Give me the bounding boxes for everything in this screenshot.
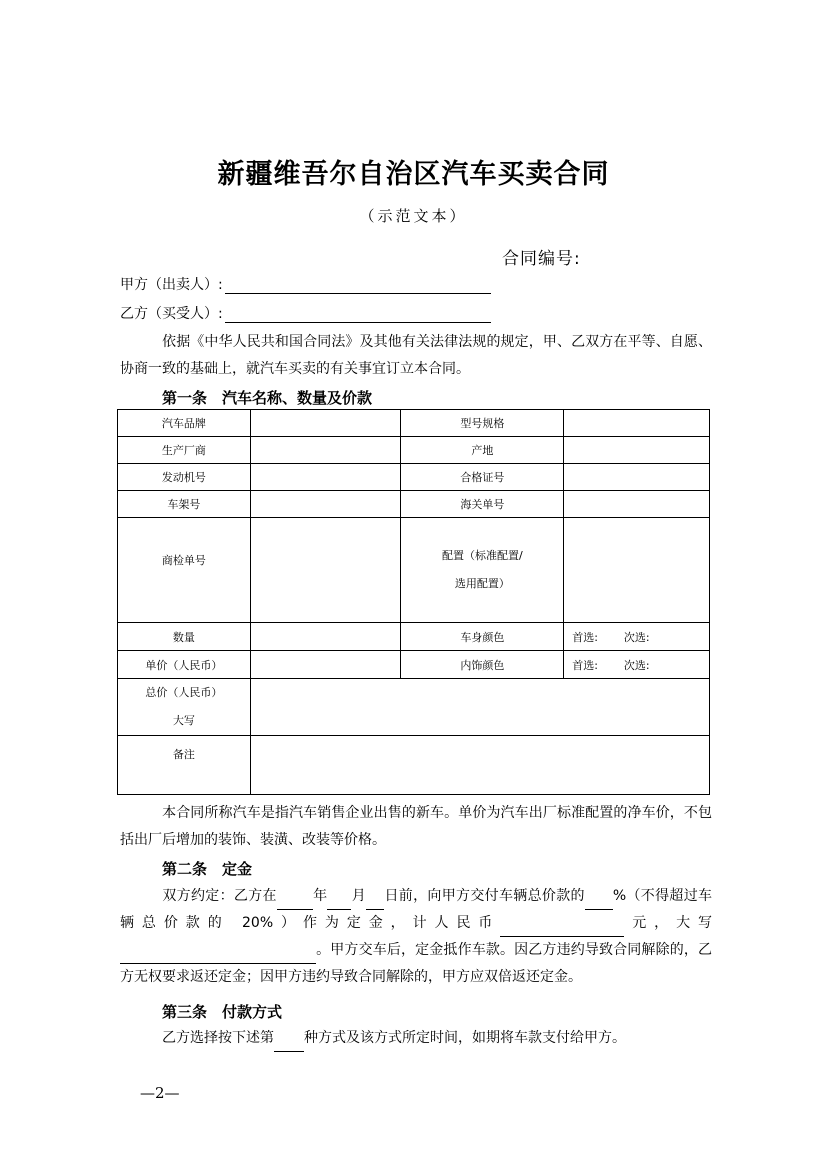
article3-heading: 第三条 付款方式 xyxy=(162,1003,283,1021)
model-cell[interactable] xyxy=(564,410,710,437)
interior-first-choice: 首选: xyxy=(572,658,598,672)
table-row xyxy=(118,437,710,464)
deposit-text-2: 日前，向甲方交付车辆总价款的 xyxy=(384,888,585,904)
origin-label: 产地 xyxy=(401,437,564,464)
table-row xyxy=(118,464,710,491)
party-b-label: 乙方（买受人）: xyxy=(120,306,223,322)
quantity-label: 数量 xyxy=(118,623,251,651)
deposit-text-month: 月 xyxy=(351,888,367,904)
brand-label: 汽车品牌 xyxy=(118,410,251,437)
customs-number-cell[interactable] xyxy=(564,491,710,518)
deposit-day-field[interactable] xyxy=(366,895,384,910)
deposit-year-field[interactable] xyxy=(277,895,313,910)
deposit-amount-field[interactable] xyxy=(500,922,624,937)
manufacturer-label: 生产厂商 xyxy=(118,437,251,464)
party-a-row xyxy=(120,274,491,294)
body-second-choice: 次选: xyxy=(623,630,650,644)
intro-text: 依据《中华人民共和国合同法》及其他有关法律法规的规定，甲、乙双方在平等、自愿、协商一致的基础上，就汽车买卖的有关事宜订立本合同。 xyxy=(120,334,712,377)
inspection-number-cell[interactable] xyxy=(250,518,401,623)
certificate-number-label: 合格证号 xyxy=(401,464,564,491)
article2-heading: 第二条 定金 xyxy=(162,860,253,878)
interior-color-cell[interactable] xyxy=(564,651,710,679)
interior-color-label: 内饰颜色 xyxy=(401,651,564,679)
deposit-amount-words-field[interactable] xyxy=(120,949,316,964)
configuration-label-line1: 配置（标准配置/ xyxy=(441,549,523,562)
quantity-cell[interactable] xyxy=(250,623,401,651)
inspection-number-label: 商检单号 xyxy=(118,518,251,623)
engine-number-label: 发动机号 xyxy=(118,464,251,491)
table-row xyxy=(118,651,710,679)
payment-text-2: 种方式及该方式所定时间，如期将车款支付给甲方。 xyxy=(304,1030,626,1046)
deposit-text-4: 元，大写 xyxy=(624,915,712,931)
vin-cell[interactable] xyxy=(250,491,401,518)
table-row xyxy=(118,623,710,651)
brand-cell[interactable] xyxy=(250,410,401,437)
body-first-choice: 首选: xyxy=(572,630,598,644)
table-row xyxy=(118,736,710,795)
article1-note-text: 本合同所称汽车是指汽车销售企业出售的新车。单价为汽车出厂标准配置的净车价，不包括出厂后增加的装饰、装潢、改装等价格。 xyxy=(120,805,712,848)
contract-number-label: 合同编号: xyxy=(502,249,581,269)
page-title: 新疆维吾尔自治区汽车买卖合同 xyxy=(217,159,610,190)
total-price-label-line1: 总价（人民币） xyxy=(145,686,223,699)
configuration-cell[interactable] xyxy=(564,518,710,623)
body-color-cell[interactable] xyxy=(564,623,710,651)
unit-price-cell[interactable] xyxy=(250,651,401,679)
manufacturer-cell[interactable] xyxy=(250,437,401,464)
interior-second-choice: 次选: xyxy=(623,658,650,672)
unit-price-label: 单价（人民币） xyxy=(118,651,251,679)
deposit-text-year: 年 xyxy=(312,888,328,904)
configuration-label-line2: 选用配置） xyxy=(454,577,510,590)
table-row xyxy=(118,518,710,623)
payment-method-field[interactable] xyxy=(274,1037,304,1052)
total-price-label-line2: 大写 xyxy=(172,714,195,727)
certificate-number-cell[interactable] xyxy=(564,464,710,491)
subtitle: （示范文本） xyxy=(359,207,468,225)
engine-number-cell[interactable] xyxy=(250,464,401,491)
origin-cell[interactable] xyxy=(564,437,710,464)
customs-number-label: 海关单号 xyxy=(401,491,564,518)
deposit-text-1: 双方约定：乙方在 xyxy=(162,888,277,904)
total-price-label xyxy=(118,679,251,736)
deposit-month-field[interactable] xyxy=(327,895,351,910)
party-b-row xyxy=(120,303,491,323)
table-row xyxy=(118,410,710,437)
remarks-cell[interactable] xyxy=(250,736,709,795)
intro-paragraph xyxy=(120,329,712,383)
remarks-label: 备注 xyxy=(118,736,251,795)
vehicle-spec-table xyxy=(117,409,710,795)
article1-note xyxy=(120,800,712,854)
total-price-cell[interactable] xyxy=(250,679,709,736)
party-a-field[interactable] xyxy=(225,279,491,294)
party-a-label: 甲方（出卖人）: xyxy=(120,277,223,293)
body-color-label: 车身颜色 xyxy=(401,623,564,651)
model-label: 型号规格 xyxy=(401,410,564,437)
configuration-label xyxy=(401,518,564,623)
page-number: —2— xyxy=(140,1084,180,1102)
deposit-text-3: %（不得超过车辆总价款的 20%）作为定金，计人民币 xyxy=(120,888,713,931)
table-row xyxy=(118,491,710,518)
payment-text-1: 乙方选择按下述第 xyxy=(162,1030,274,1046)
table-row xyxy=(118,679,710,736)
article1-heading: 第一条 汽车名称、数量及价款 xyxy=(162,389,373,407)
party-b-field[interactable] xyxy=(225,308,491,323)
deposit-text-5: 。甲方交车后，定金抵作车款。因乙方违约导致合同解除的，乙方无权要求返还定金；因甲方违约导致合同解除的，甲方应双倍返还定金。 xyxy=(120,942,712,985)
deposit-percent-field[interactable] xyxy=(585,895,613,910)
article3-paragraph xyxy=(120,1025,712,1052)
vin-label: 车架号 xyxy=(118,491,251,518)
article2-paragraph xyxy=(120,883,712,991)
